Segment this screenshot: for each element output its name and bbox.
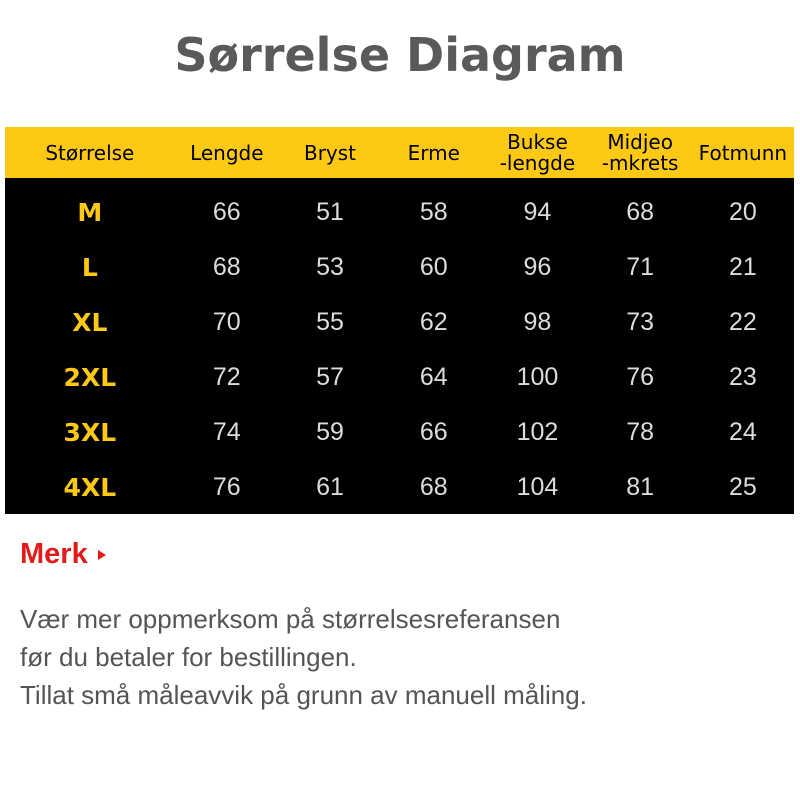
table-cell: 64 [419, 363, 448, 391]
size-cell: 3XL [63, 418, 117, 447]
table-cell: 66 [419, 418, 448, 446]
table-cell: 62 [419, 308, 448, 336]
table-cell: 68 [419, 473, 448, 501]
column-header: Bryst [303, 140, 357, 165]
table-cell: 98 [523, 308, 552, 336]
size-cell: L [81, 253, 98, 282]
table-row [5, 405, 794, 460]
column-header: Midjeo -mkrets [601, 129, 679, 175]
note-heading [20, 538, 106, 571]
table-cell: 58 [419, 198, 448, 226]
table-cell: 73 [626, 308, 655, 336]
column-header: Erme [407, 140, 460, 165]
table-cell: 20 [728, 198, 757, 226]
column-header: Lengde [190, 140, 264, 165]
column-header: Fotmunn [698, 140, 788, 165]
note-line: før du betaler for bestillingen. [20, 642, 357, 672]
table-body [5, 185, 794, 515]
table-cell: 66 [212, 198, 241, 226]
size-cell: XL [72, 308, 108, 337]
table-cell: 74 [212, 418, 241, 446]
table-row [5, 240, 794, 295]
table-header [5, 127, 794, 178]
table-cell: 100 [516, 363, 559, 391]
table-cell: 59 [316, 418, 344, 446]
table-cell: 76 [212, 473, 241, 501]
table-row [5, 185, 794, 240]
size-cell: 2XL [63, 363, 117, 392]
table-row [5, 460, 794, 515]
table-cell: 24 [728, 418, 757, 446]
table-cell: 96 [523, 253, 552, 281]
table-cell: 70 [212, 308, 241, 336]
table-cell: 71 [626, 253, 655, 281]
table-cell: 81 [626, 473, 655, 501]
table-cell: 76 [626, 363, 655, 391]
column-header: Bukse -lengde [499, 129, 576, 175]
table-row [5, 295, 794, 350]
size-cell: M [77, 198, 103, 227]
size-table [5, 127, 794, 514]
table-cell: 60 [419, 253, 448, 281]
triangle-right-icon [98, 550, 106, 560]
table-cell: 104 [516, 473, 559, 501]
note-text [20, 600, 790, 714]
table-cell: 68 [626, 198, 655, 226]
table-cell: 72 [212, 363, 241, 391]
table-cell: 102 [516, 418, 559, 446]
table-cell: 78 [626, 418, 655, 446]
note-line: Tillat små måleavvik på grunn av manuell måling. [20, 680, 587, 710]
column-header: Størrelse [45, 140, 135, 165]
table-cell: 61 [316, 473, 344, 501]
table-cell: 57 [316, 363, 344, 391]
table-cell: 51 [316, 198, 344, 226]
table-cell: 55 [316, 308, 344, 336]
table-cell: 53 [316, 253, 344, 281]
table-row [5, 350, 794, 405]
table-cell: 21 [728, 253, 757, 281]
page-title: Sørrelse Diagram [174, 28, 626, 82]
note-line: Vær mer oppmerksom på størrelsesreferansen [20, 604, 561, 634]
table-cell: 23 [728, 363, 757, 391]
size-cell: 4XL [63, 473, 117, 502]
table-cell: 94 [523, 198, 552, 226]
table-cell: 25 [728, 473, 757, 501]
table-cell: 22 [728, 308, 757, 336]
table-cell: 68 [212, 253, 241, 281]
note-heading-label: Merk [20, 538, 88, 570]
